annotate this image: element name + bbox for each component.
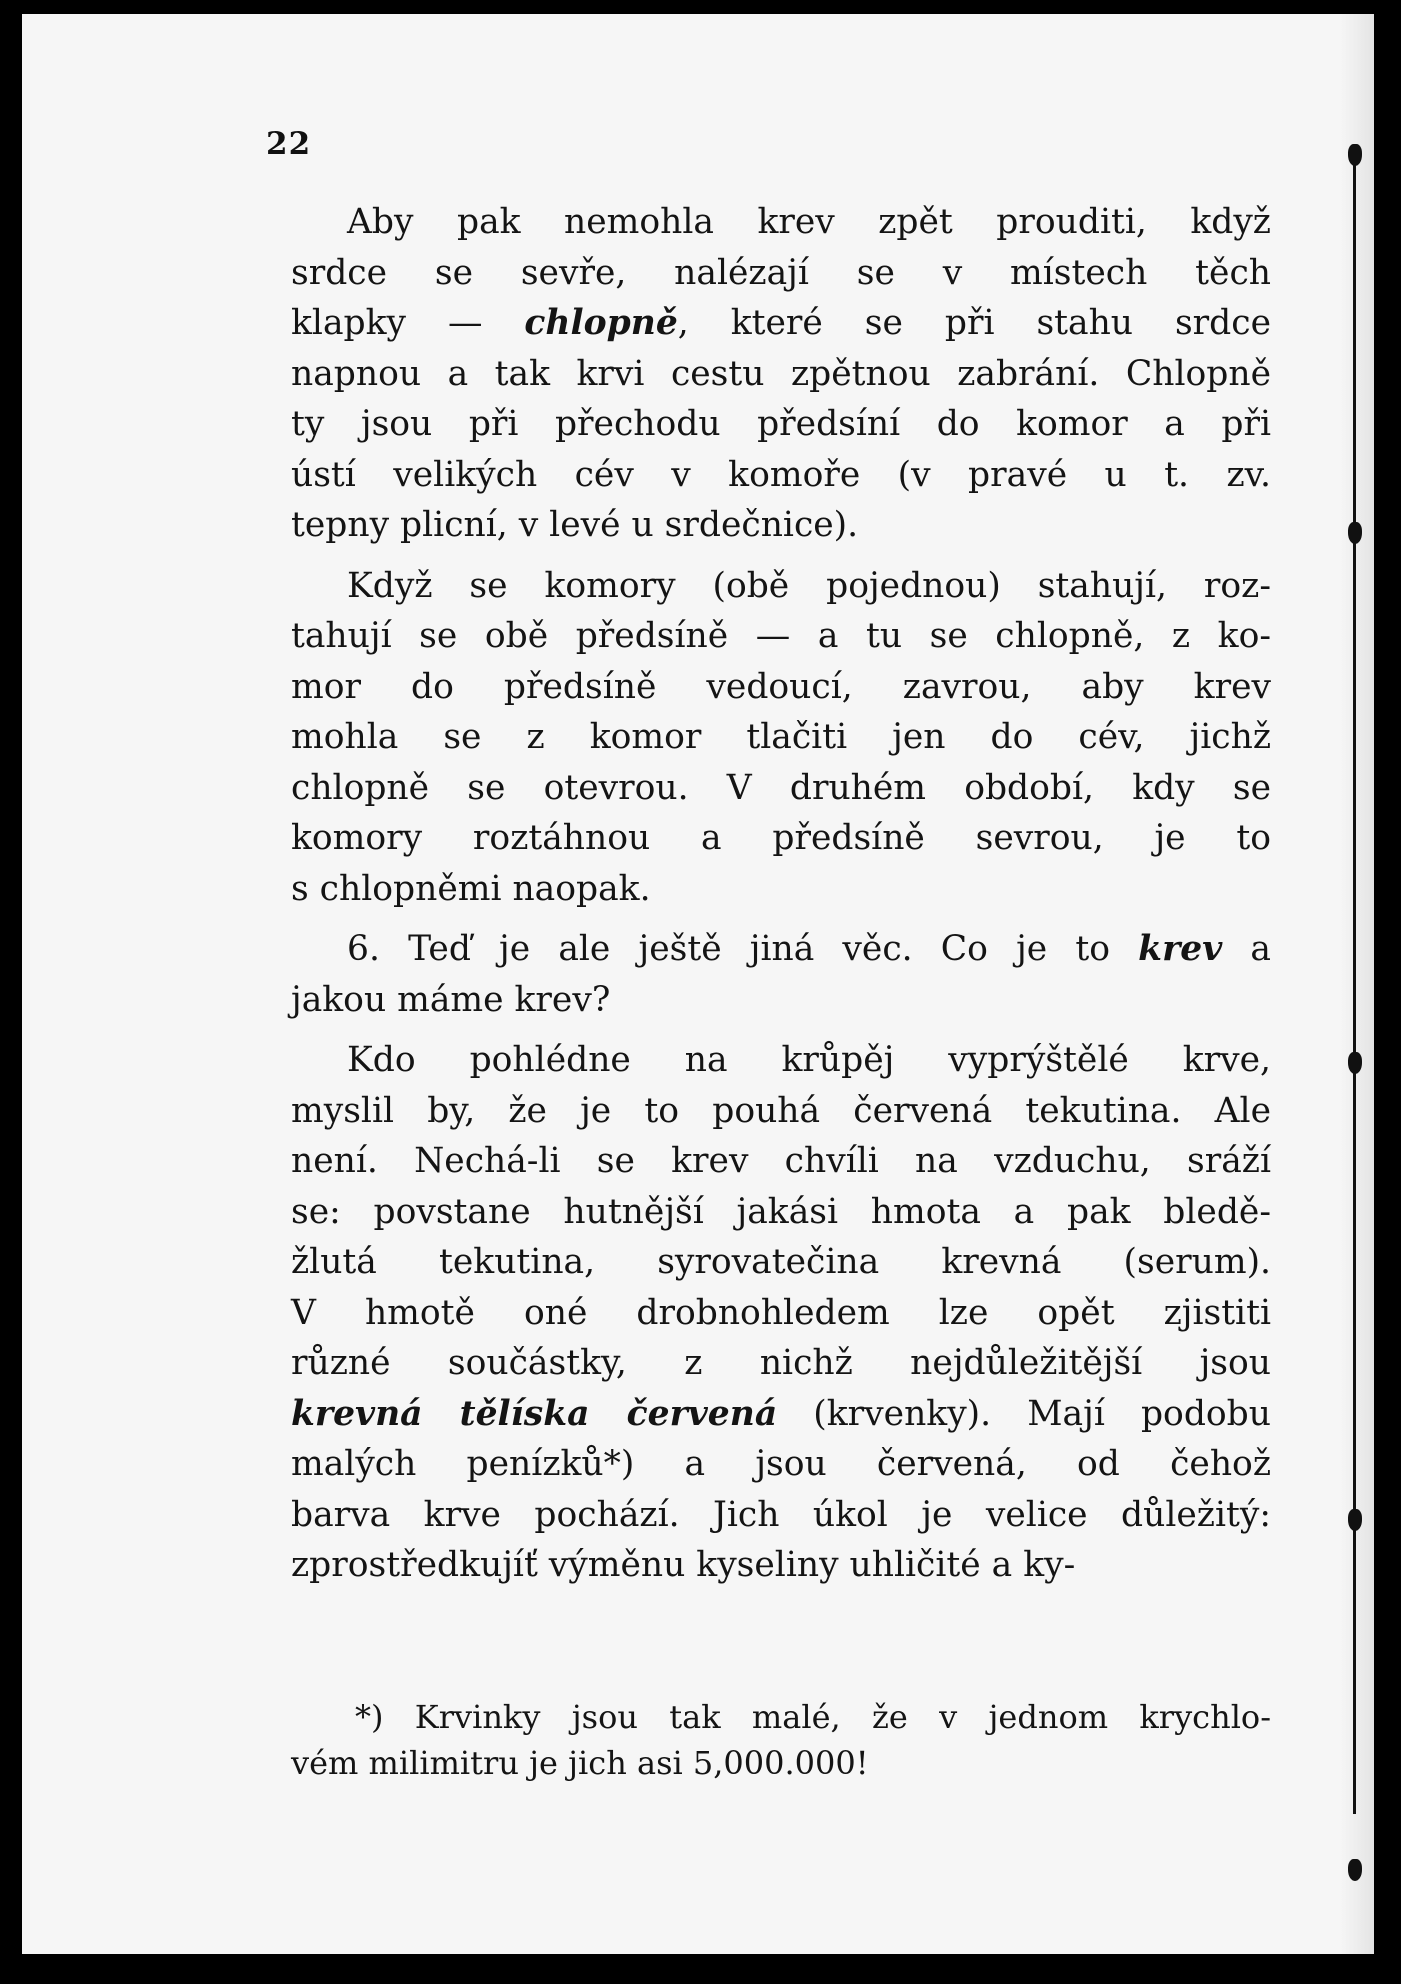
page-edge-shadow	[1340, 14, 1374, 1954]
footnote-line: vém milimitru je jich asi 5,000.000!	[291, 1744, 869, 1782]
text-run: barva krve pochází. Jich úkol je velice důležitý:	[291, 1494, 1271, 1535]
text-line	[291, 399, 1271, 450]
text-run: Kdo pohlédne na krůpěj vyprýštělé krve,	[347, 1040, 1271, 1080]
text-run: žlutá tekutina, syrovatečina krevná (serum).	[291, 1242, 1271, 1282]
text-line	[291, 611, 1271, 662]
text-line	[291, 1490, 1271, 1541]
text-line	[291, 248, 1271, 299]
text-run: Aby pak nemohla krev zpět prouditi, když	[347, 202, 1271, 242]
text-run: se: povstane hutnější jakási hmota a pak bledě-	[291, 1191, 1271, 1232]
text-line	[291, 450, 1271, 501]
text-run: myslil by, že je to pouhá červená tekutina. Ale	[291, 1090, 1271, 1131]
text-run: 6. Teď je ale ještě jiná věc. Co je to	[347, 929, 1139, 969]
text-line	[291, 1540, 1271, 1591]
text-run: klapky —	[291, 303, 525, 343]
text-run: jakou máme krev?	[291, 979, 611, 1020]
text-line	[291, 197, 1271, 248]
text-line	[291, 1389, 1271, 1440]
text-run: V hmotě oné drobnohledem lze opět zjistiti	[291, 1292, 1271, 1333]
binding-edge-line	[1353, 154, 1356, 1814]
binding-mark	[1348, 1859, 1362, 1881]
emphasis-term: krev	[1138, 929, 1223, 969]
emphasis-term: chlopně	[524, 303, 678, 343]
text-line	[291, 1237, 1271, 1288]
text-run: (krvenky). Mají podobu	[777, 1393, 1271, 1434]
text-line	[291, 975, 1271, 1026]
body-text	[291, 197, 1271, 1591]
text-line	[291, 763, 1271, 814]
paragraph-gap	[291, 1025, 1271, 1035]
text-run: ústí velikých cév v komoře (v pravé u t. zv.	[291, 454, 1271, 495]
text-line	[291, 864, 1271, 915]
footnote	[291, 1694, 1271, 1786]
paragraph	[291, 924, 1271, 1025]
book-page	[22, 14, 1374, 1954]
text-run: a	[1222, 929, 1271, 969]
text-run: srdce se sevře, nalézají se v místech těch	[291, 252, 1271, 293]
text-run: malých penízků*) a jsou červená, od čehož	[291, 1444, 1271, 1484]
text-run: komory roztáhnou a předsíně sevrou, je to	[291, 818, 1271, 858]
text-line	[291, 1288, 1271, 1339]
text-line	[291, 1035, 1271, 1086]
paragraph-gap	[291, 914, 1271, 924]
text-line	[291, 1136, 1271, 1187]
text-run: napnou a tak krvi cestu zpětnou zabrání. Chlopně	[291, 353, 1271, 394]
binding-mark	[1348, 522, 1362, 544]
paragraph-gap	[291, 551, 1271, 561]
text-run: není. Nechá-li se krev chvíli na vzduchu, sráží	[291, 1141, 1271, 1181]
binding-mark	[1348, 1509, 1362, 1531]
text-line	[291, 813, 1271, 864]
text-run: mor do předsíně vedoucí, zavrou, aby krev	[291, 666, 1271, 707]
text-line	[291, 349, 1271, 400]
footnote-line: *) Krvinky jsou tak malé, že v jednom krychlo-	[355, 1698, 1271, 1736]
paragraph	[291, 561, 1271, 915]
text-line	[291, 1439, 1271, 1490]
text-line	[291, 924, 1271, 975]
text-run: ty jsou při přechodu předsíní do komor a při	[291, 404, 1271, 444]
text-run: mohla se z komor tlačiti jen do cév, jichž	[291, 717, 1271, 757]
emphasis-term: krevná tělíska červená	[291, 1393, 778, 1434]
text-run: chlopně se otevrou. V druhém období, kdy se	[291, 767, 1271, 808]
text-line	[291, 662, 1271, 713]
text-line	[291, 712, 1271, 763]
text-line	[291, 1086, 1271, 1137]
text-line	[291, 1187, 1271, 1238]
text-line	[291, 1338, 1271, 1389]
binding-mark	[1348, 1052, 1362, 1074]
text-line	[291, 500, 1271, 551]
text-run: s chlopněmi naopak.	[291, 868, 651, 909]
text-run: zprostředkujíť výměnu kyseliny uhličité a ky-	[291, 1545, 1076, 1585]
paragraph	[291, 197, 1271, 551]
text-run: , které se při stahu srdce	[677, 303, 1271, 343]
text-line	[291, 298, 1271, 349]
binding-mark	[1348, 144, 1362, 166]
text-line	[291, 561, 1271, 612]
text-run: Když se komory (obě pojednou) stahují, roz-	[347, 565, 1271, 606]
paragraph	[291, 1035, 1271, 1591]
text-run: tahují se obě předsíně — a tu se chlopně, z ko-	[291, 616, 1271, 656]
text-run: různé součástky, z nichž nejdůležitější jsou	[291, 1343, 1271, 1383]
page-number: 22	[266, 126, 312, 162]
text-run: tepny plicní, v levé u srdečnice).	[291, 505, 859, 545]
